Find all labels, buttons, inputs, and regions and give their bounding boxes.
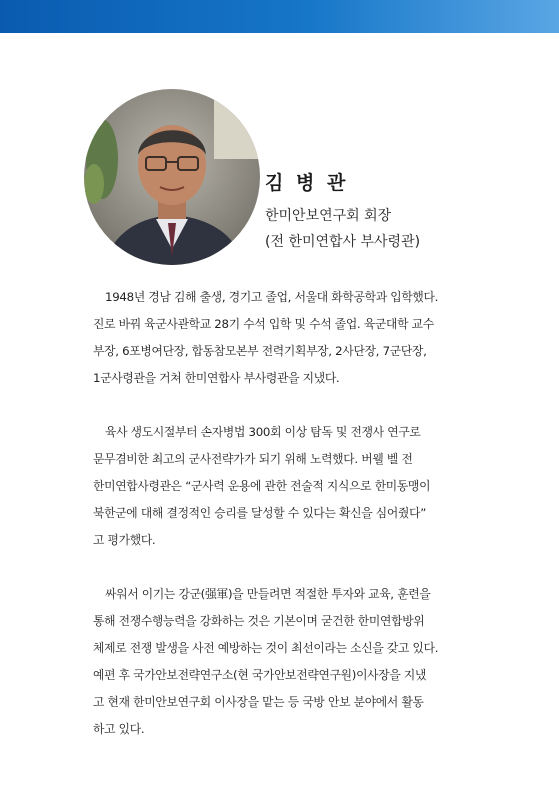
bio-line: 부장, 6포병여단장, 합동참모본부 전력기획부장, 2사단장, 7군단장,	[93, 344, 427, 358]
bio-line: 체제로 전쟁 발생을 사전 예방하는 것이 최선이라는 소신을 갖고 있다.	[93, 641, 439, 655]
biography	[93, 284, 469, 770]
bio-line: 진로 바꿔 육군사관학교 28기 수석 입학 및 수석 졸업. 육군대학 교수	[93, 317, 434, 331]
bio-line: 1948년 경남 김해 출생, 경기고 졸업, 서울대 화학공학과 입학했다.	[105, 290, 439, 304]
current-position: 한미안보연구회 회장	[265, 208, 392, 224]
bio-line: 예편 후 국가안보전략연구소(현 국가안보전략연구원)이사장을 지냈	[93, 668, 427, 682]
person-name: 김 병 관	[265, 172, 349, 194]
bio-line: 한미연합사령관은 “군사력 운용에 관한 전술적 지식으로 한미동맹이	[93, 479, 431, 493]
bio-paragraph-3	[93, 581, 469, 743]
header-band	[0, 0, 559, 33]
bio-line: 북한군에 대해 결정적인 승리를 달성할 수 있다는 확신을 심어줬다”	[93, 506, 426, 520]
bio-paragraph-1	[93, 284, 469, 392]
position-block	[265, 203, 420, 255]
bio-line: 문무겸비한 최고의 군사전략가가 되기 위해 노력했다. 버웰 벨 전	[93, 452, 413, 466]
bio-line: 고 현재 한미안보연구회 이사장을 맡는 등 국방 안보 분야에서 활동	[93, 695, 424, 709]
bio-line: 1군사령관을 거쳐 한미연합사 부사령관을 지냈다.	[93, 371, 340, 385]
former-position: (전 한미연합사 부사령관)	[265, 234, 421, 250]
bio-line: 통해 전쟁수행능력을 강화하는 것은 기본이며 굳건한 한미연합방위	[93, 614, 425, 628]
bio-line: 고 평가했다.	[93, 533, 156, 547]
bio-line: 하고 있다.	[93, 722, 145, 736]
bio-line: 육사 생도시절부터 손자병법 300회 이상 탐독 및 전쟁사 연구로	[105, 425, 421, 439]
bio-paragraph-2	[93, 419, 469, 554]
portrait-photo	[84, 89, 260, 265]
bio-line: 싸워서 이기는 강군(强軍)을 만들려면 적절한 투자와 교육, 훈련을	[105, 587, 431, 601]
